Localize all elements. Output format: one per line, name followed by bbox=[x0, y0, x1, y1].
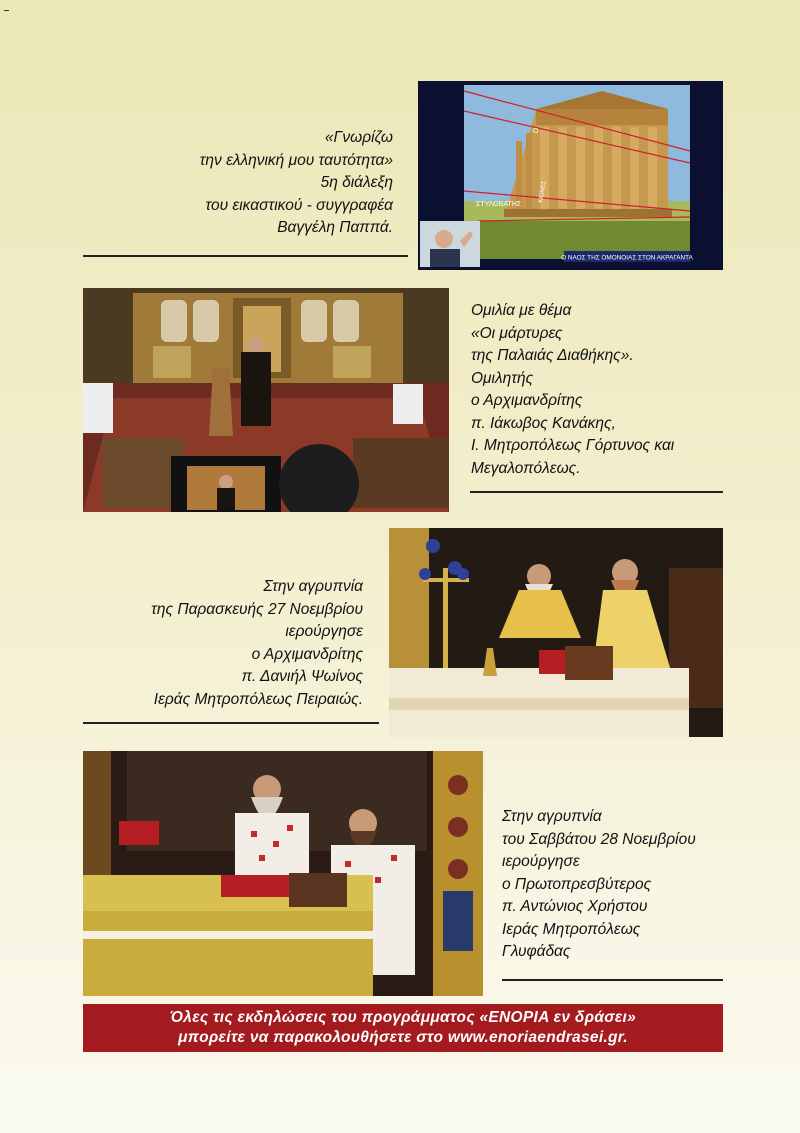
banner-line-2: μπορείτε να παρακολουθήσετε στο www.enoriaendrasei.gr. bbox=[178, 1029, 628, 1046]
vigil-friday-photo bbox=[389, 528, 723, 737]
caption-line: π. Ιάκωβος Κανάκης, bbox=[471, 414, 616, 432]
caption-line: της Παρασκευής 27 Νοεμβρίου bbox=[151, 600, 363, 618]
photo-label: Ο bbox=[533, 128, 539, 135]
caption-line: «Γνωρίζω bbox=[324, 129, 393, 146]
caption-line: ο Αρχιμανδρίτης bbox=[251, 645, 363, 663]
divider-rule bbox=[83, 722, 379, 724]
caption-line: την ελληνική μου ταυτότητα» bbox=[199, 151, 393, 169]
caption-line: Ομιλία με θέμα bbox=[471, 302, 572, 319]
banner-line-1: Όλες τις εκδηλώσεις του προγράμματος «ΕΝΟΡΙΑ εν δράσει» bbox=[169, 1009, 637, 1026]
caption-lecture bbox=[200, 127, 393, 240]
caption-line: π. Αντώνιος Χρήστου bbox=[502, 898, 648, 915]
photo-label: ΚΙΟΝΕΣ bbox=[538, 180, 548, 204]
caption-line: ο Πρωτοπρεσβύτερος bbox=[502, 875, 652, 893]
caption-speech bbox=[471, 300, 674, 480]
caption-line: Ι. Μητροπόλεως Γόρτυνος και bbox=[471, 437, 675, 454]
lecture-slide-photo bbox=[418, 81, 723, 270]
caption-line: Βαγγέλη Παππά. bbox=[277, 219, 393, 236]
vigil-saturday-photo bbox=[83, 751, 483, 996]
caption-line: Στην αγρυπνία bbox=[263, 578, 363, 595]
caption-line: «Οι μάρτυρες bbox=[471, 324, 563, 342]
caption-line: π. Δανιήλ Ψωίνος bbox=[241, 668, 363, 685]
corner-mark bbox=[4, 10, 9, 11]
caption-line: Ιεράς Μητροπόλεως bbox=[502, 920, 641, 938]
church-speech-photo bbox=[83, 288, 449, 512]
caption-vigil-friday bbox=[151, 576, 363, 711]
caption-line: Ιεράς Μητροπόλεως Πειραιώς. bbox=[153, 690, 363, 708]
caption-line: 5η διάλεξη bbox=[320, 174, 393, 191]
caption-line: ιερούργησε bbox=[502, 853, 580, 870]
divider-rule bbox=[470, 491, 723, 493]
caption-line: ο Αρχιμανδρίτης bbox=[471, 392, 583, 409]
caption-line: Μεγαλοπόλεως. bbox=[471, 459, 581, 477]
caption-vigil-saturday bbox=[502, 806, 696, 964]
caption-line: της Παλαιάς Διαθήκης». bbox=[471, 347, 634, 364]
caption-line: Στην αγρυπνία bbox=[502, 808, 602, 825]
footer-banner bbox=[83, 1004, 723, 1052]
photo-label: ΣΤΥΛΟΒΑΤΗΣ bbox=[476, 201, 522, 208]
divider-rule bbox=[502, 979, 723, 981]
caption-line: του εικαστικού - συγγραφέα bbox=[205, 196, 393, 214]
photo-label: Ο ΝΑΟΣ ΤΗΣ ΟΜΟΝΟΙΑΣ ΣΤΟΝ ΑΚΡΑΓΑΝΤΑ bbox=[561, 254, 693, 262]
caption-line: Ομιλητής bbox=[471, 369, 534, 387]
caption-line: ιερούργησε bbox=[285, 623, 363, 640]
divider-rule bbox=[83, 255, 408, 257]
caption-line: Γλυφάδας bbox=[502, 943, 571, 960]
caption-line: του Σαββάτου 28 Νοεμβρίου bbox=[502, 830, 696, 848]
